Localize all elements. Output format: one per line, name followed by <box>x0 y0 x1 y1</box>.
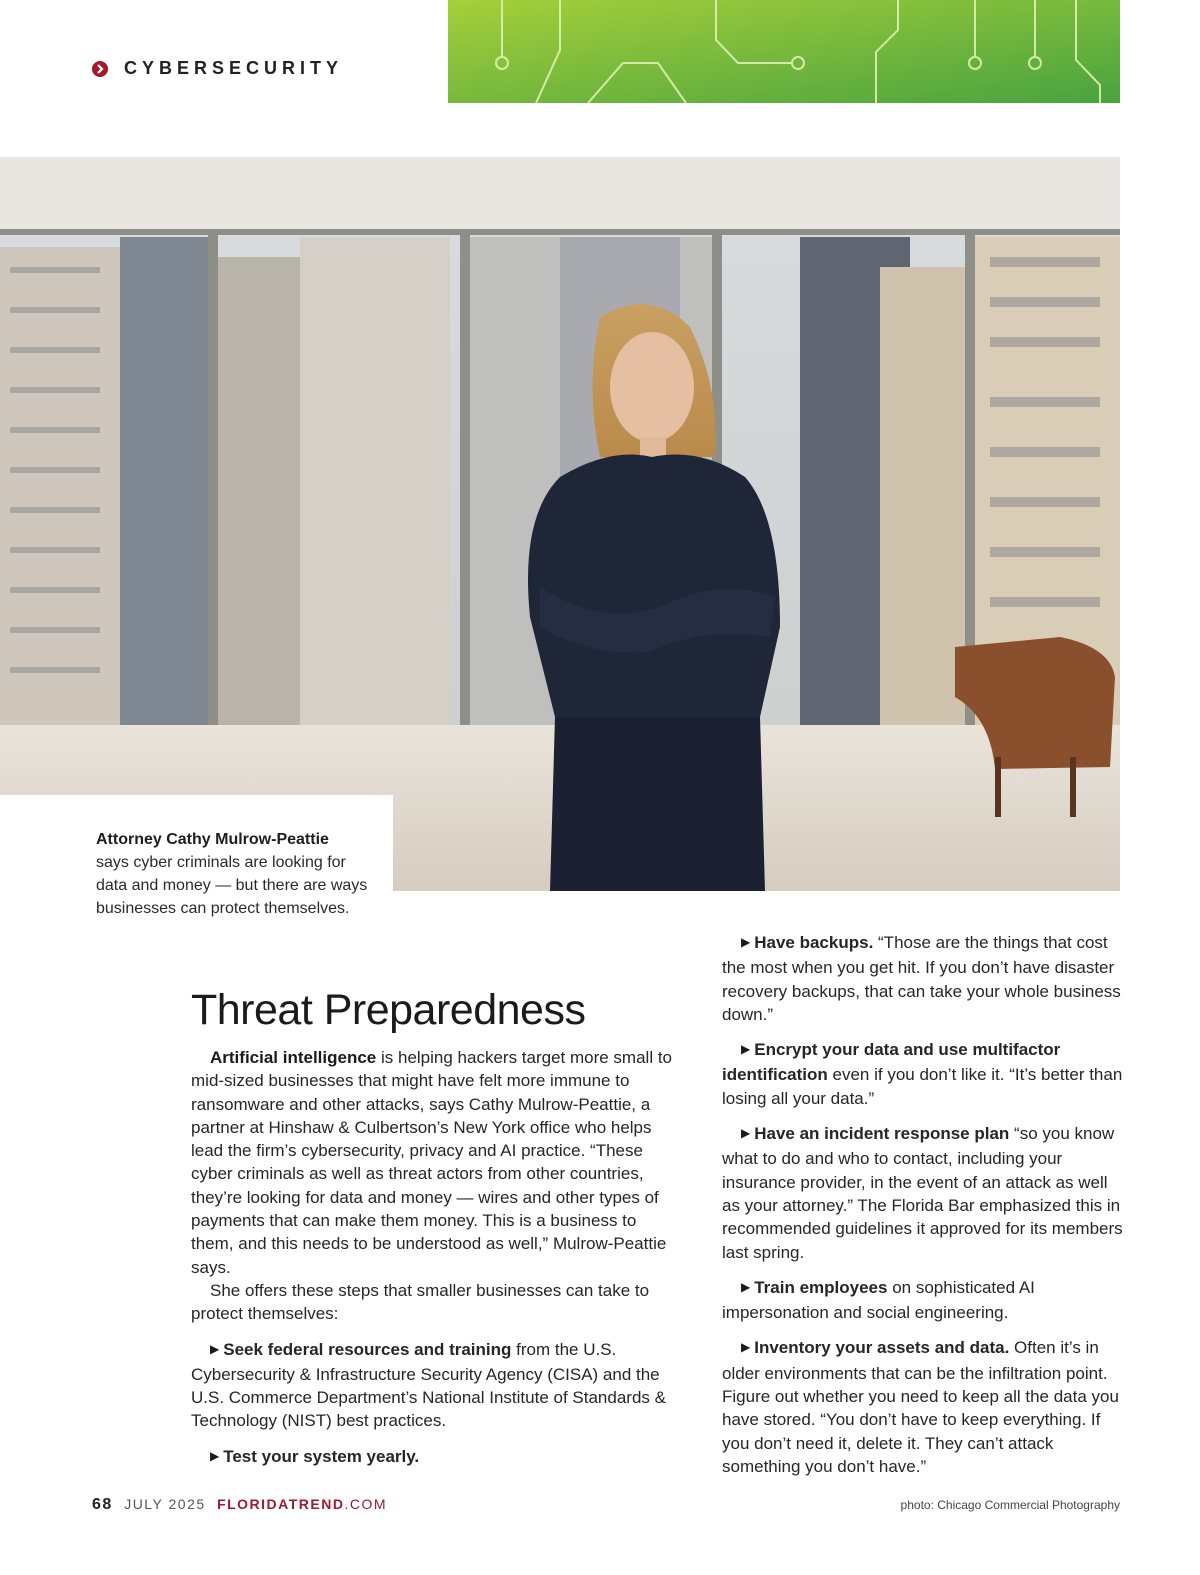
step-item <box>191 1445 673 1470</box>
intro-paragraph <box>191 1046 673 1279</box>
photo-credit: photo: Chicago Commercial Photography <box>900 1498 1120 1512</box>
step-text: even if you don’t like it. “It’s better than losing all your data.” <box>722 1065 1123 1108</box>
step-title: Have backups. <box>754 933 874 952</box>
step-text: on sophisticated AI impersonation and social engineering. <box>722 1277 1035 1323</box>
triangle-bullet-icon: ▶ <box>741 1042 751 1057</box>
step-item <box>722 1276 1124 1325</box>
triangle-bullet-icon: ▶ <box>210 1341 220 1356</box>
step-text: from the U.S. Cybersecurity & Infrastructure Security Agency (CISA) and the U.S. Commerce Department’s National Institute of Standards & Technology (NIST) best practices. <box>191 1339 666 1431</box>
step-item <box>722 1122 1124 1264</box>
article-column-left <box>191 1046 673 1470</box>
photo-caption <box>96 828 376 920</box>
triangle-bullet-icon: ▶ <box>741 935 751 949</box>
page-number: 68 <box>92 1496 113 1513</box>
section-header <box>92 58 343 79</box>
section-label: CYBERSECURITY <box>124 58 344 78</box>
step-title: Inventory your assets and data. <box>754 1338 1010 1358</box>
step-item <box>722 931 1124 1026</box>
step-item <box>722 1038 1124 1110</box>
step-item <box>191 1338 673 1433</box>
magazine-brand: FLORIDATREND <box>217 1496 345 1512</box>
chevron-right-icon <box>92 61 108 77</box>
intro-lead: Artificial intelligence <box>210 1048 377 1067</box>
step-text: “so you know what to do and who to contact, including your insurance provider, in the event of an attack as well as your attorney.” The Florida Bar emphasized this in recommended guidelines it approved for its members last spring. <box>722 1124 1123 1262</box>
triangle-bullet-icon: ▶ <box>741 1340 751 1355</box>
step-title: Train employees <box>754 1277 888 1297</box>
intro-text: is helping hackers target more small to mid-sized businesses that might have felt more immune to ransomware and other attacks, says Cathy Mulrow-Peattie, a partner at Hinshaw & Culbertson’s New York office who helps lead the firm’s cybersecurity, privacy and AI practice. “These cyber criminals as well as threat actors from other countries, they’re looking for data and money — wires and other types of payments that can make them money. This is a business to them, and this needs to be understood as well,” Mulrow-Peattie says. <box>191 1048 673 1277</box>
magazine-brand-suffix: .COM <box>344 1496 388 1512</box>
step-title: Test your system yearly. <box>223 1446 420 1466</box>
step-title: Encrypt your data and use multifactor identification <box>722 1040 1061 1085</box>
step-text: Often it’s in older environments that can be the infiltration point. Figure out whether you need to keep all the data you have stored. “You don’t have to keep everything. If you don’t need it, delete it. They can’t attack something you don’t have.” <box>722 1338 1119 1476</box>
step-item <box>722 1336 1124 1478</box>
caption-text: says cyber criminals are looking for data and money — but there are ways businesses can protect themselves. <box>96 854 368 917</box>
caption-name: Attorney Cathy Mulrow-Peattie <box>96 831 329 848</box>
triangle-bullet-icon: ▶ <box>210 1448 220 1463</box>
article-headline: Threat Preparedness <box>191 986 586 1034</box>
page-footer <box>92 1496 387 1514</box>
portrait-photo <box>0 157 1120 891</box>
triangle-bullet-icon: ▶ <box>741 1126 751 1141</box>
step-title: Have an incident response plan <box>754 1124 1010 1144</box>
triangle-bullet-icon: ▶ <box>741 1279 751 1294</box>
issue-date: JULY 2025 <box>124 1496 206 1512</box>
circuit-banner <box>448 0 1120 103</box>
step-title: Seek federal resources and training <box>223 1339 512 1359</box>
article-column-right <box>722 931 1124 1478</box>
steps-intro: She offers these steps that smaller businesses can take to protect themselves: <box>191 1280 650 1324</box>
step-text: “Those are the things that cost the most when you get hit. If you don’t have disaster recovery backups, that can take your whole business down.” <box>722 933 1121 1024</box>
